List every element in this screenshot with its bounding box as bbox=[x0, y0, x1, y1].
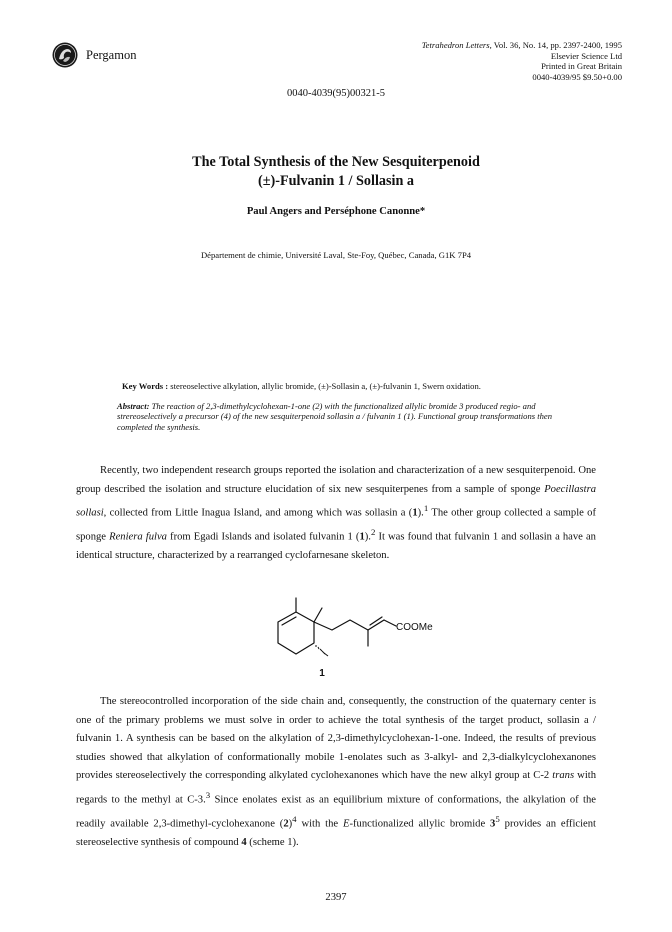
publisher-name: Pergamon bbox=[86, 47, 137, 62]
abstract-label: Abstract: bbox=[117, 401, 150, 411]
journal-title: Tetrahedron Letters bbox=[421, 40, 490, 50]
p1-text-f: ). bbox=[364, 531, 371, 543]
journal-citation bbox=[422, 40, 622, 51]
p1-compound-ref-1: 1 bbox=[412, 507, 418, 519]
p2-text-b: with regards to the methyl at C-3. bbox=[76, 770, 597, 806]
p2-trans: trans bbox=[552, 770, 575, 782]
keywords bbox=[122, 381, 481, 391]
affiliation: Département de chimie, Université Laval, Ste-Foy, Québec, Canada, G1K 7P4 bbox=[200, 250, 472, 260]
p2-compound-ref-2: 2 bbox=[283, 818, 289, 830]
journal-publisher-line: Elsevier Science Ltd bbox=[550, 50, 622, 61]
publisher-block bbox=[52, 42, 136, 68]
p2-compound-ref-3: 3 bbox=[490, 818, 496, 830]
p1-species-2: Reniera fulva bbox=[109, 531, 167, 543]
p1-compound-ref-2: 1 bbox=[359, 531, 365, 543]
abstract bbox=[117, 401, 573, 432]
journal-volume: , Vol. 36, No. 14, pp. 2397-2400, 1995 bbox=[489, 40, 622, 50]
paragraph-2 bbox=[76, 693, 596, 853]
paragraph-1 bbox=[76, 462, 596, 566]
p2-text-a: The stereocontrolled incorporation of the side chain and, consequently, the construction of the quaternary center is one of the primary problems we must solve in order to achieve the total synthesis of the target product, sollasin a / fulvanin 1. A synthesis can be based on the alkylation of 2,3-dimethylcyclohexan-1-one. Indeed, the results of previous studies showed that alkylation of conformationally mobile 1-enolates such as 3-alkyl- and 2,3-dialkylcyclohexanones provides stereoselectively the corresponding alkylated cyclohexanones which have the new alkyl group at C-2 bbox=[76, 696, 596, 782]
p2-text-d: ) bbox=[288, 818, 293, 830]
page-number: 2397 bbox=[325, 892, 347, 903]
title-line-1: The Total Synthesis of the New Sesquiterpenoid bbox=[192, 154, 480, 170]
p1-ref-1: 1 bbox=[423, 503, 429, 514]
journal-printed-line: Printed in Great Britain bbox=[541, 61, 622, 72]
p2-ref-5: 5 bbox=[495, 814, 500, 825]
paper-title bbox=[0, 153, 672, 191]
p2-text-g: provides an efficient stereoselective synthesis of compound bbox=[76, 818, 596, 849]
journal-info bbox=[422, 40, 622, 82]
p1-species-1: Poecillastra sollasi bbox=[76, 483, 596, 519]
p2-text-h: (scheme 1). bbox=[246, 837, 299, 849]
p1-text-b: , collected from Little Inagua Island, and among which was sollasin a ( bbox=[103, 507, 413, 519]
journal-price-line: 0040-4039/95 $9.50+0.00 bbox=[532, 71, 622, 82]
structure-compound-1 bbox=[256, 596, 446, 682]
p1-text-c: ). bbox=[417, 507, 424, 519]
pergamon-logo-icon bbox=[52, 42, 78, 68]
ester-label: COOMe bbox=[396, 622, 433, 633]
doi: 0040-4039(95)00321-5 bbox=[287, 88, 385, 99]
p1-text-a: Recently, two independent research groups reported the isolation and characterization of a new sesquiterpenoid. One group described the isolation and structure elucidation of six new sesquiterpenes from a sample of sponge bbox=[76, 465, 596, 495]
p2-compound-ref-4: 4 bbox=[241, 837, 247, 849]
compound-number: 1 bbox=[319, 668, 325, 679]
keywords-label: Key Words : bbox=[122, 381, 169, 391]
p2-ref-3: 3 bbox=[205, 789, 211, 800]
authors: Paul Angers and Perséphone Canonne* bbox=[246, 206, 426, 217]
p2-text-c: Since enolates exist as an equilibrium mixture of conformations, the alkylation of the readily available 2,3-dimethyl-cyclohexanone ( bbox=[76, 794, 596, 830]
p2-ref-4: 4 bbox=[292, 814, 297, 825]
p2-e-isomer: E bbox=[343, 818, 350, 830]
keywords-text: stereoselective alkylation, allylic bromide, (±)-Sollasin a, (±)-fulvanin 1, Swern oxidation. bbox=[168, 381, 481, 391]
p1-text-d: The other group collected a sample of sponge bbox=[76, 507, 596, 543]
abstract-text: The reaction of 2,3-dimethylcyclohexan-1-one (2) with the functionalized allylic bromide 3 produced regio- and strereoselectively a precursor (4) of the new sesquiterpenoid sollasin a / fulvanin 1 (1). Functional group transformations then completed the synthesis. bbox=[117, 401, 553, 432]
p1-text-g: It was found that fulvanin 1 and sollasin a have an identical structure, characterized by a rearranged cyclofarnesane skeleton. bbox=[76, 531, 596, 562]
title-line-2: (±)-Fulvanin 1 / Sollasin a bbox=[257, 173, 414, 189]
p1-ref-2: 2 bbox=[370, 527, 376, 538]
p1-text-e: from Egadi Islands and isolated fulvanin 1 ( bbox=[166, 531, 360, 543]
p2-text-e: with the bbox=[296, 818, 343, 830]
p2-text-f: -functionalized allylic bromide bbox=[349, 818, 491, 830]
